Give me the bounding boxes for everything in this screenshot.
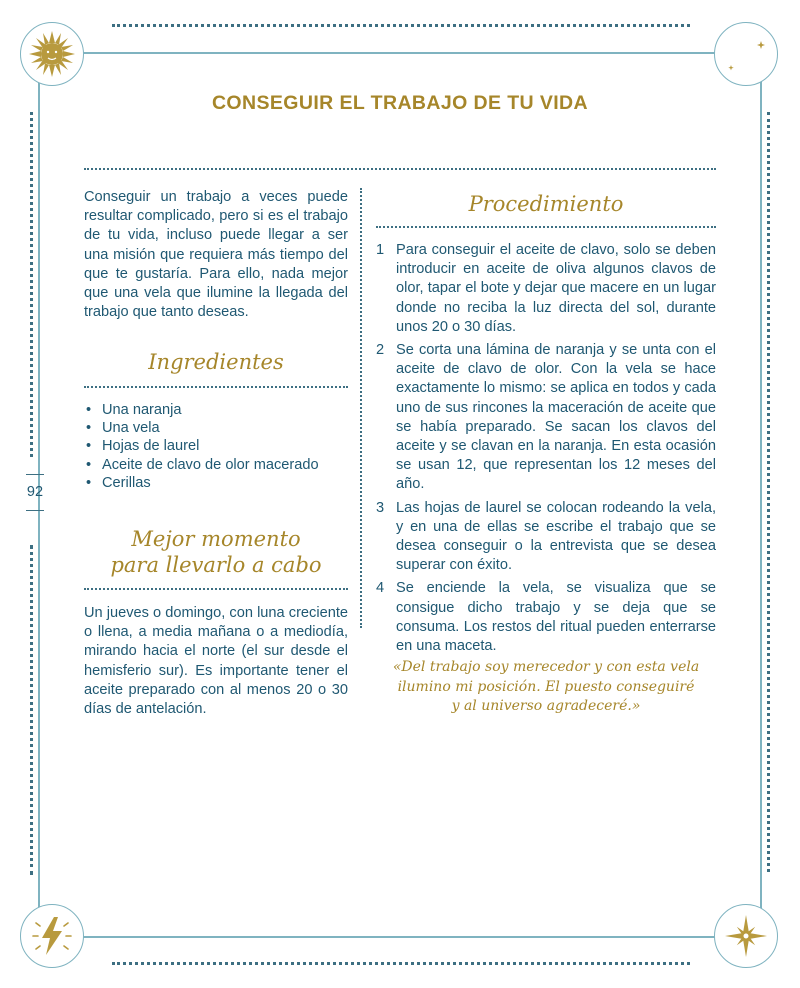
step-text: Se corta una lámina de naranja y se unta con el aceite de clavo de olor. Con la vela se hace exactamente lo mismo: se aplica en todos y cada uno de sus rincones la maceración de aceite que se había preparado. Se sacan los clavos del aceite y se clavan en la naranja. En esta ocasión se usan 12, que representan los 12 meses del año.: [396, 342, 716, 493]
page-number: 92: [26, 484, 44, 500]
sun-face-icon: [27, 29, 77, 79]
list-item: • Aceite de clavo de olor macerado: [84, 456, 348, 474]
list-item: • Una naranja: [84, 401, 348, 419]
ingredients-list: [84, 401, 348, 492]
step-text: Las hojas de laurel se colocan rodeando la vela, y en una de ellas se escribe el trabajo que se desea conseguir o la entrevista que se desea superar con éxito.: [396, 499, 716, 574]
procedure-step: [376, 341, 716, 495]
step-text: Para conseguir el aceite de clavo, solo se deben introducir en aceite de oliva algunos clavos de olor, tapar el bote y dejar que macere en un lugar donde no reciba la luz directa del sol, durante unos 20 o 30 días.: [396, 242, 716, 335]
procedure-step: [376, 579, 716, 656]
best-moment-heading-line2: para llevarlo a cabo: [110, 553, 322, 577]
column-separator: [360, 188, 362, 628]
list-item: • Una vela: [84, 419, 348, 437]
corner-top-left: [20, 22, 84, 86]
step-number: 1: [376, 242, 385, 258]
procedure-step: [376, 499, 716, 576]
step-number: 4: [376, 580, 385, 597]
star-sparkle-icon: [721, 911, 771, 961]
left-dotted-border-lower: [30, 545, 33, 875]
page-title: CONSEGUIR EL TRABAJO DE TU VIDA: [211, 92, 589, 114]
frame-right-line: [760, 80, 762, 910]
lightning-icon: [27, 911, 77, 961]
page-number-rule-top: [26, 474, 44, 475]
corner-bottom-left: [20, 904, 84, 968]
step-number: 3: [376, 499, 385, 516]
bottom-dotted-border: [112, 962, 690, 965]
procedure-step: [376, 241, 716, 337]
page-number-rule-bottom: [26, 510, 44, 511]
corner-top-right: [714, 22, 778, 86]
left-dotted-border-upper: [30, 112, 33, 457]
quote-line: «Del trabajo soy merecedor y con esta vela: [392, 659, 700, 675]
frame-top-line: [80, 52, 720, 54]
procedure-separator: [376, 226, 716, 228]
procedure-steps: [376, 241, 716, 656]
moon-face-icon: [721, 29, 771, 79]
best-moment-heading-line1: Mejor momento: [131, 527, 301, 551]
intro-paragraph: Conseguir un trabajo a veces puede resultar complicado, pero si es el trabajo de tu vida, incluso puede llegar a ser una misión que requiera más tiempo del que te gustaría. Para ello, nada mejor que una vela que ilumine la llegada del trabajo que tanto deseas.: [84, 189, 348, 321]
procedure-heading: Procedimiento: [468, 192, 624, 216]
best-moment-paragraph: Un jueves o domingo, con luna creciente o llena, a media mañana o a mediodía, mirando hacia el norte (el sur desde el hemisferio sur). Es importante tener el aceite preparado con al menos 20 o 30 días de antelación.: [84, 605, 348, 718]
step-number: 2: [376, 342, 385, 359]
title-separator: [84, 168, 716, 170]
ingredients-heading: Ingredientes: [148, 350, 284, 374]
corner-bottom-right: [714, 904, 778, 968]
list-item: • Cerillas: [84, 474, 348, 492]
step-text: Se enciende la vela, se visualiza que se consigue dicho trabajo y se deja que se consuma. Los restos del ritual pueden enterrarse en una maceta.: [396, 580, 716, 655]
frame-bottom-line: [80, 936, 720, 938]
top-dotted-border: [112, 24, 690, 27]
best-moment-separator: [84, 588, 348, 590]
ritual-quote: [376, 658, 716, 717]
right-dotted-border: [767, 112, 770, 872]
quote-line: y al universo agradeceré.»: [451, 698, 641, 714]
ingredients-separator: [84, 386, 348, 388]
list-item: • Hojas de laurel: [84, 437, 348, 455]
quote-line: ilumino mi posición. El puesto conseguiré: [397, 678, 695, 695]
